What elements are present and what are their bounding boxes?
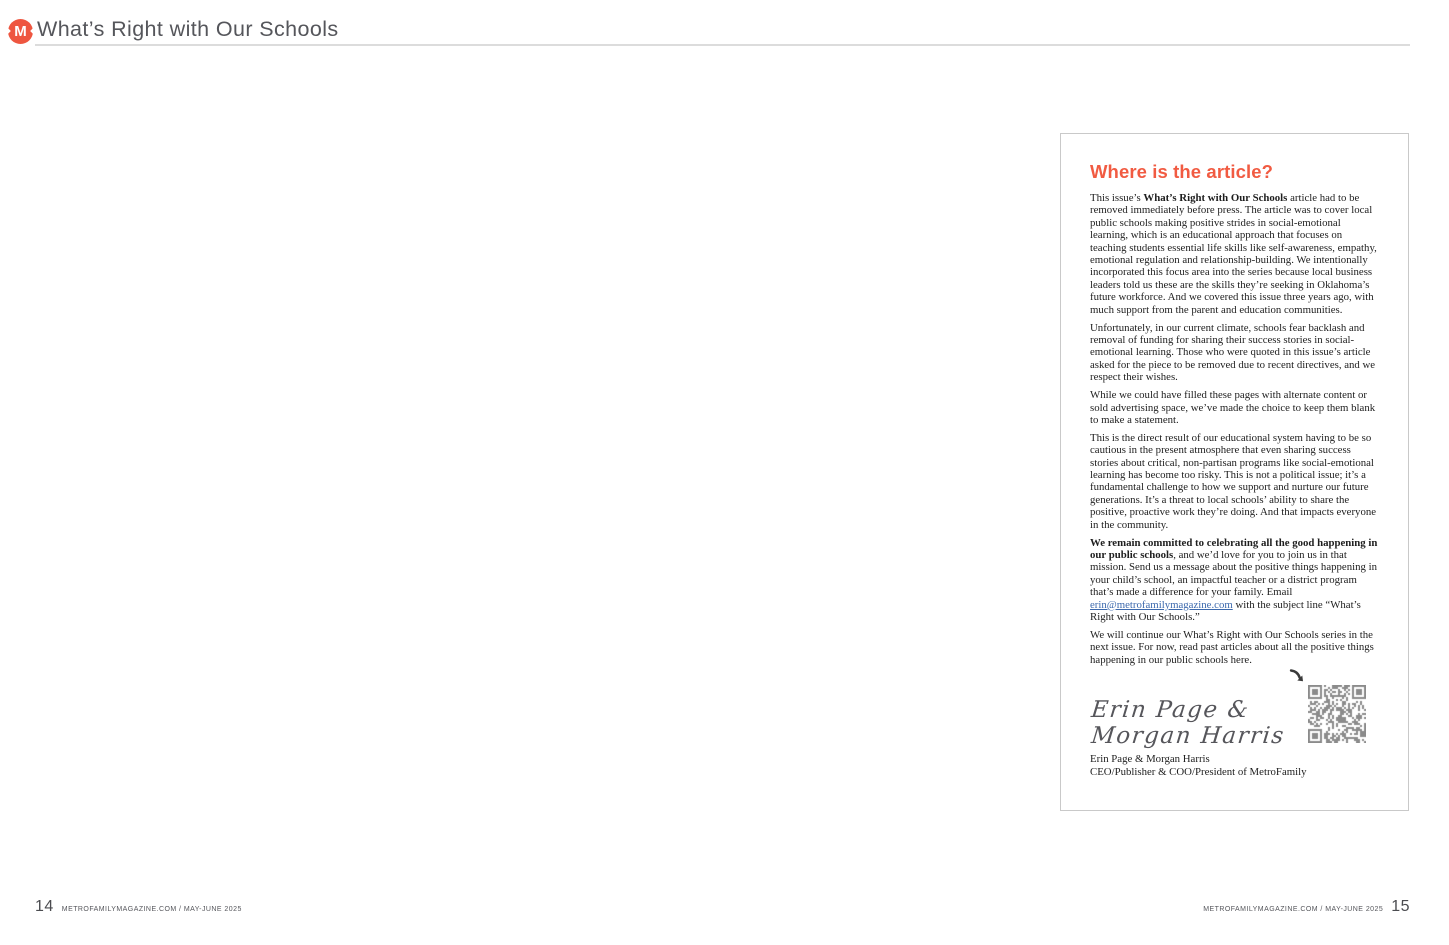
metrofamily-logo-icon — [8, 19, 33, 44]
paragraph-4: This is the direct result of our educational system having to be so cautious in the present atmosphere that even sharing success stories about critical, non-partisan programs like social-emotional learning has become too risky. This is not a political issue; it’s a fundamental challenge to how we support and nurture our future generations. It’s a threat to local schools’ ability to share the positive, proactive work they’re doing. And that impacts everyone in the community. — [1090, 431, 1377, 531]
curved-arrow-icon — [1289, 668, 1305, 684]
page-title: What’s Right with Our Schools — [37, 17, 339, 41]
paragraph-2: Unfortunately, in our current climate, schools fear backlash and removal of funding for sharing their success stories in social-emotional learning. Those who were quoted in this issue’s article asked for the piece to be removed due to recent directives, and we respect their wishes. — [1090, 321, 1376, 384]
signature-script-line1: Erin Page & — [1090, 697, 1251, 723]
signature-names: Erin Page & Morgan Harris — [1090, 753, 1210, 765]
page-number-left: 14 — [35, 898, 54, 915]
article-content — [1090, 161, 1381, 672]
signature-titles: CEO/Publisher & COO/President of MetroFamily — [1090, 765, 1307, 778]
signature-block — [1090, 697, 1307, 778]
footer-text-right: METROFAMILYMAGAZINE.COM / MAY-JUNE 2025 — [1203, 906, 1384, 913]
article-heading: Where is the article? — [1090, 161, 1274, 182]
logo-letter: M — [14, 23, 27, 40]
footer-left — [35, 898, 242, 916]
bold-series-title: What’s Right with Our Schools — [1143, 192, 1288, 204]
footer-right — [1203, 898, 1410, 916]
header-divider — [35, 44, 1410, 46]
bold-commitment: We remain committed to celebrating all the good happening in our public schools — [1090, 536, 1378, 561]
paragraph-3: While we could have filled these pages with alternate content or sold advertising space, we’ve made the choice to keep them blank to make a statement. — [1090, 389, 1376, 426]
paragraph-6: We will continue our What’s Right with Our Schools series in the next issue. For now, read past articles about all the positive things happening in our public schools here. — [1090, 628, 1374, 666]
paragraph-1: This issue’s What’s Right with Our Schools article had to be removed immediately before press. The article was to cover local public schools making positive strides in social-emotional learning, which is an educational approach that focuses on teaching students essential life skills like self-awareness, empathy, emotional regulation and relationship-building. We intentionally incorporated this focus area into the series because local business leaders told us these are the skills they’re seeking in Oklahoma’s future workforce. And we covered this issue three years ago, with much support from the parent and education communities. — [1090, 192, 1377, 316]
signature-script-line2: Morgan Harris — [1090, 723, 1287, 749]
page-number-right: 15 — [1391, 898, 1410, 915]
paragraph-5: We remain committed to celebrating all the good happening in our public schools, and we’d love for you to join us in that mission. Send us a message about the positive things happening in your child’s school, an impactful teacher or a district program that’s made a difference for your family. Email erin@metrofamilymagazine.com with the subject line “What’s Right with Our Schools.” — [1090, 536, 1378, 623]
qr-code — [1308, 685, 1366, 743]
article-box — [1060, 133, 1409, 811]
email-link[interactable]: erin@metrofamilymagazine.com — [1090, 598, 1233, 611]
footer-text-left: METROFAMILYMAGAZINE.COM / MAY-JUNE 2025 — [61, 906, 242, 913]
